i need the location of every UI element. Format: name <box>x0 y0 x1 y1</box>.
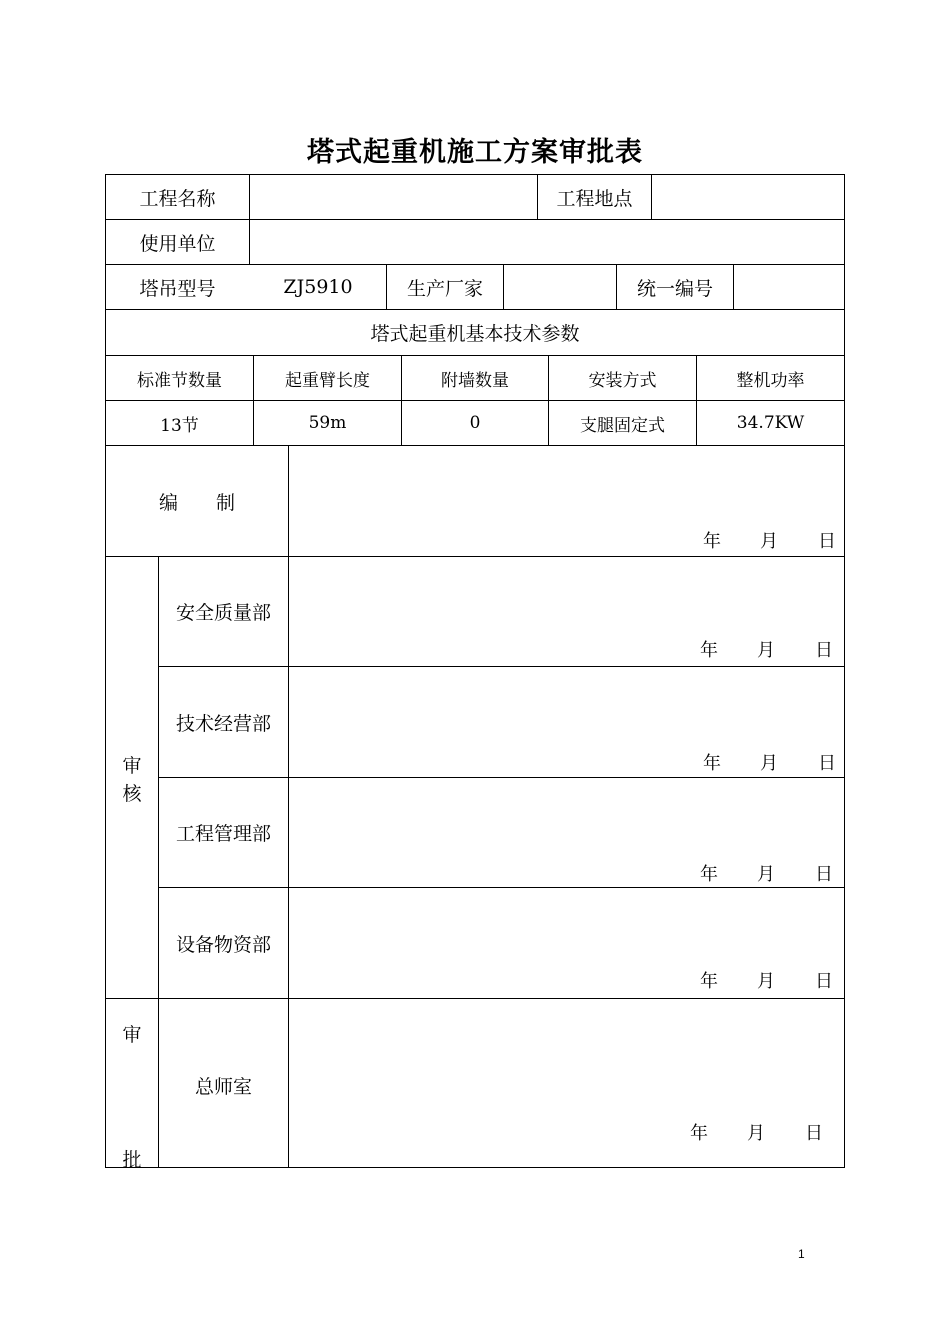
date-month: 月 <box>747 1123 765 1144</box>
project-name-label: 工程名称 <box>139 187 216 210</box>
project-name-value[interactable] <box>250 175 537 219</box>
user-unit-value[interactable] <box>250 220 844 264</box>
review-dept-safety: 安全质量部 <box>175 602 271 624</box>
date-year: 年 <box>690 1123 708 1144</box>
approve-dept-chief-engineer: 总师室 <box>194 1075 252 1098</box>
compile-date <box>0 527 950 552</box>
review-date-technical <box>0 749 950 774</box>
param-value-sections[interactable]: 13节 <box>160 415 199 436</box>
compile-label: 编 制 <box>158 491 235 514</box>
review-date-engineering <box>0 860 950 885</box>
date-day: 日 <box>815 971 833 992</box>
manufacturer-value[interactable] <box>504 265 616 309</box>
table-border <box>105 1167 845 1168</box>
project-location-label: 工程地点 <box>556 187 633 210</box>
review-dept-engineering: 工程管理部 <box>175 823 271 845</box>
date-month: 月 <box>757 864 775 885</box>
review-date-safety <box>0 636 950 661</box>
date-year: 年 <box>700 971 718 992</box>
date-month: 月 <box>757 640 775 661</box>
param-value-wall-ties[interactable]: 0 <box>469 413 481 433</box>
date-month: 月 <box>760 531 778 552</box>
page-number: 1 <box>798 1247 805 1261</box>
date-day: 日 <box>805 1123 823 1144</box>
serial-label: 统一编号 <box>636 277 713 300</box>
table-border <box>844 174 845 1168</box>
approve-label-top: 审 <box>122 1024 142 1046</box>
param-value-install-method[interactable]: 支腿固定式 <box>580 415 665 436</box>
date-day: 日 <box>815 640 833 661</box>
param-header-install-method: 安装方式 <box>588 370 657 391</box>
project-location-value[interactable] <box>652 175 844 219</box>
param-header-power: 整机功率 <box>736 370 805 391</box>
date-year: 年 <box>703 753 721 774</box>
date-year: 年 <box>700 864 718 885</box>
date-day: 日 <box>815 864 833 885</box>
date-month: 月 <box>760 753 778 774</box>
serial-value[interactable] <box>734 265 844 309</box>
manufacturer-label: 生产厂家 <box>406 277 483 300</box>
review-dept-equipment: 设备物资部 <box>175 933 271 956</box>
review-dept-technical: 技术经营部 <box>175 712 271 735</box>
param-value-jib-length[interactable]: 59m <box>308 413 347 433</box>
date-month: 月 <box>757 971 775 992</box>
date-year: 年 <box>703 531 721 552</box>
param-header-jib-length: 起重臂长度 <box>285 370 370 391</box>
params-heading: 塔式起重机基本技术参数 <box>370 323 580 345</box>
approve-label-bottom: 批 <box>122 1149 142 1171</box>
date-day: 日 <box>818 753 836 774</box>
review-label-char-2: 核 <box>122 783 142 805</box>
crane-model-label: 塔吊型号 <box>139 277 216 300</box>
approve-date <box>0 1119 950 1144</box>
review-date-equipment <box>0 967 950 992</box>
param-value-power[interactable]: 34.7KW <box>736 413 805 433</box>
user-unit-label: 使用单位 <box>139 232 216 255</box>
param-header-sections: 标准节数量 <box>137 370 222 391</box>
date-year: 年 <box>700 640 718 661</box>
page-title: 塔式起重机施工方案审批表 <box>307 137 643 168</box>
review-label-char-1: 审 <box>122 755 142 777</box>
crane-model-value[interactable]: ZJ5910 <box>283 276 353 298</box>
date-day: 日 <box>818 531 836 552</box>
param-header-wall-ties: 附墙数量 <box>441 370 509 391</box>
